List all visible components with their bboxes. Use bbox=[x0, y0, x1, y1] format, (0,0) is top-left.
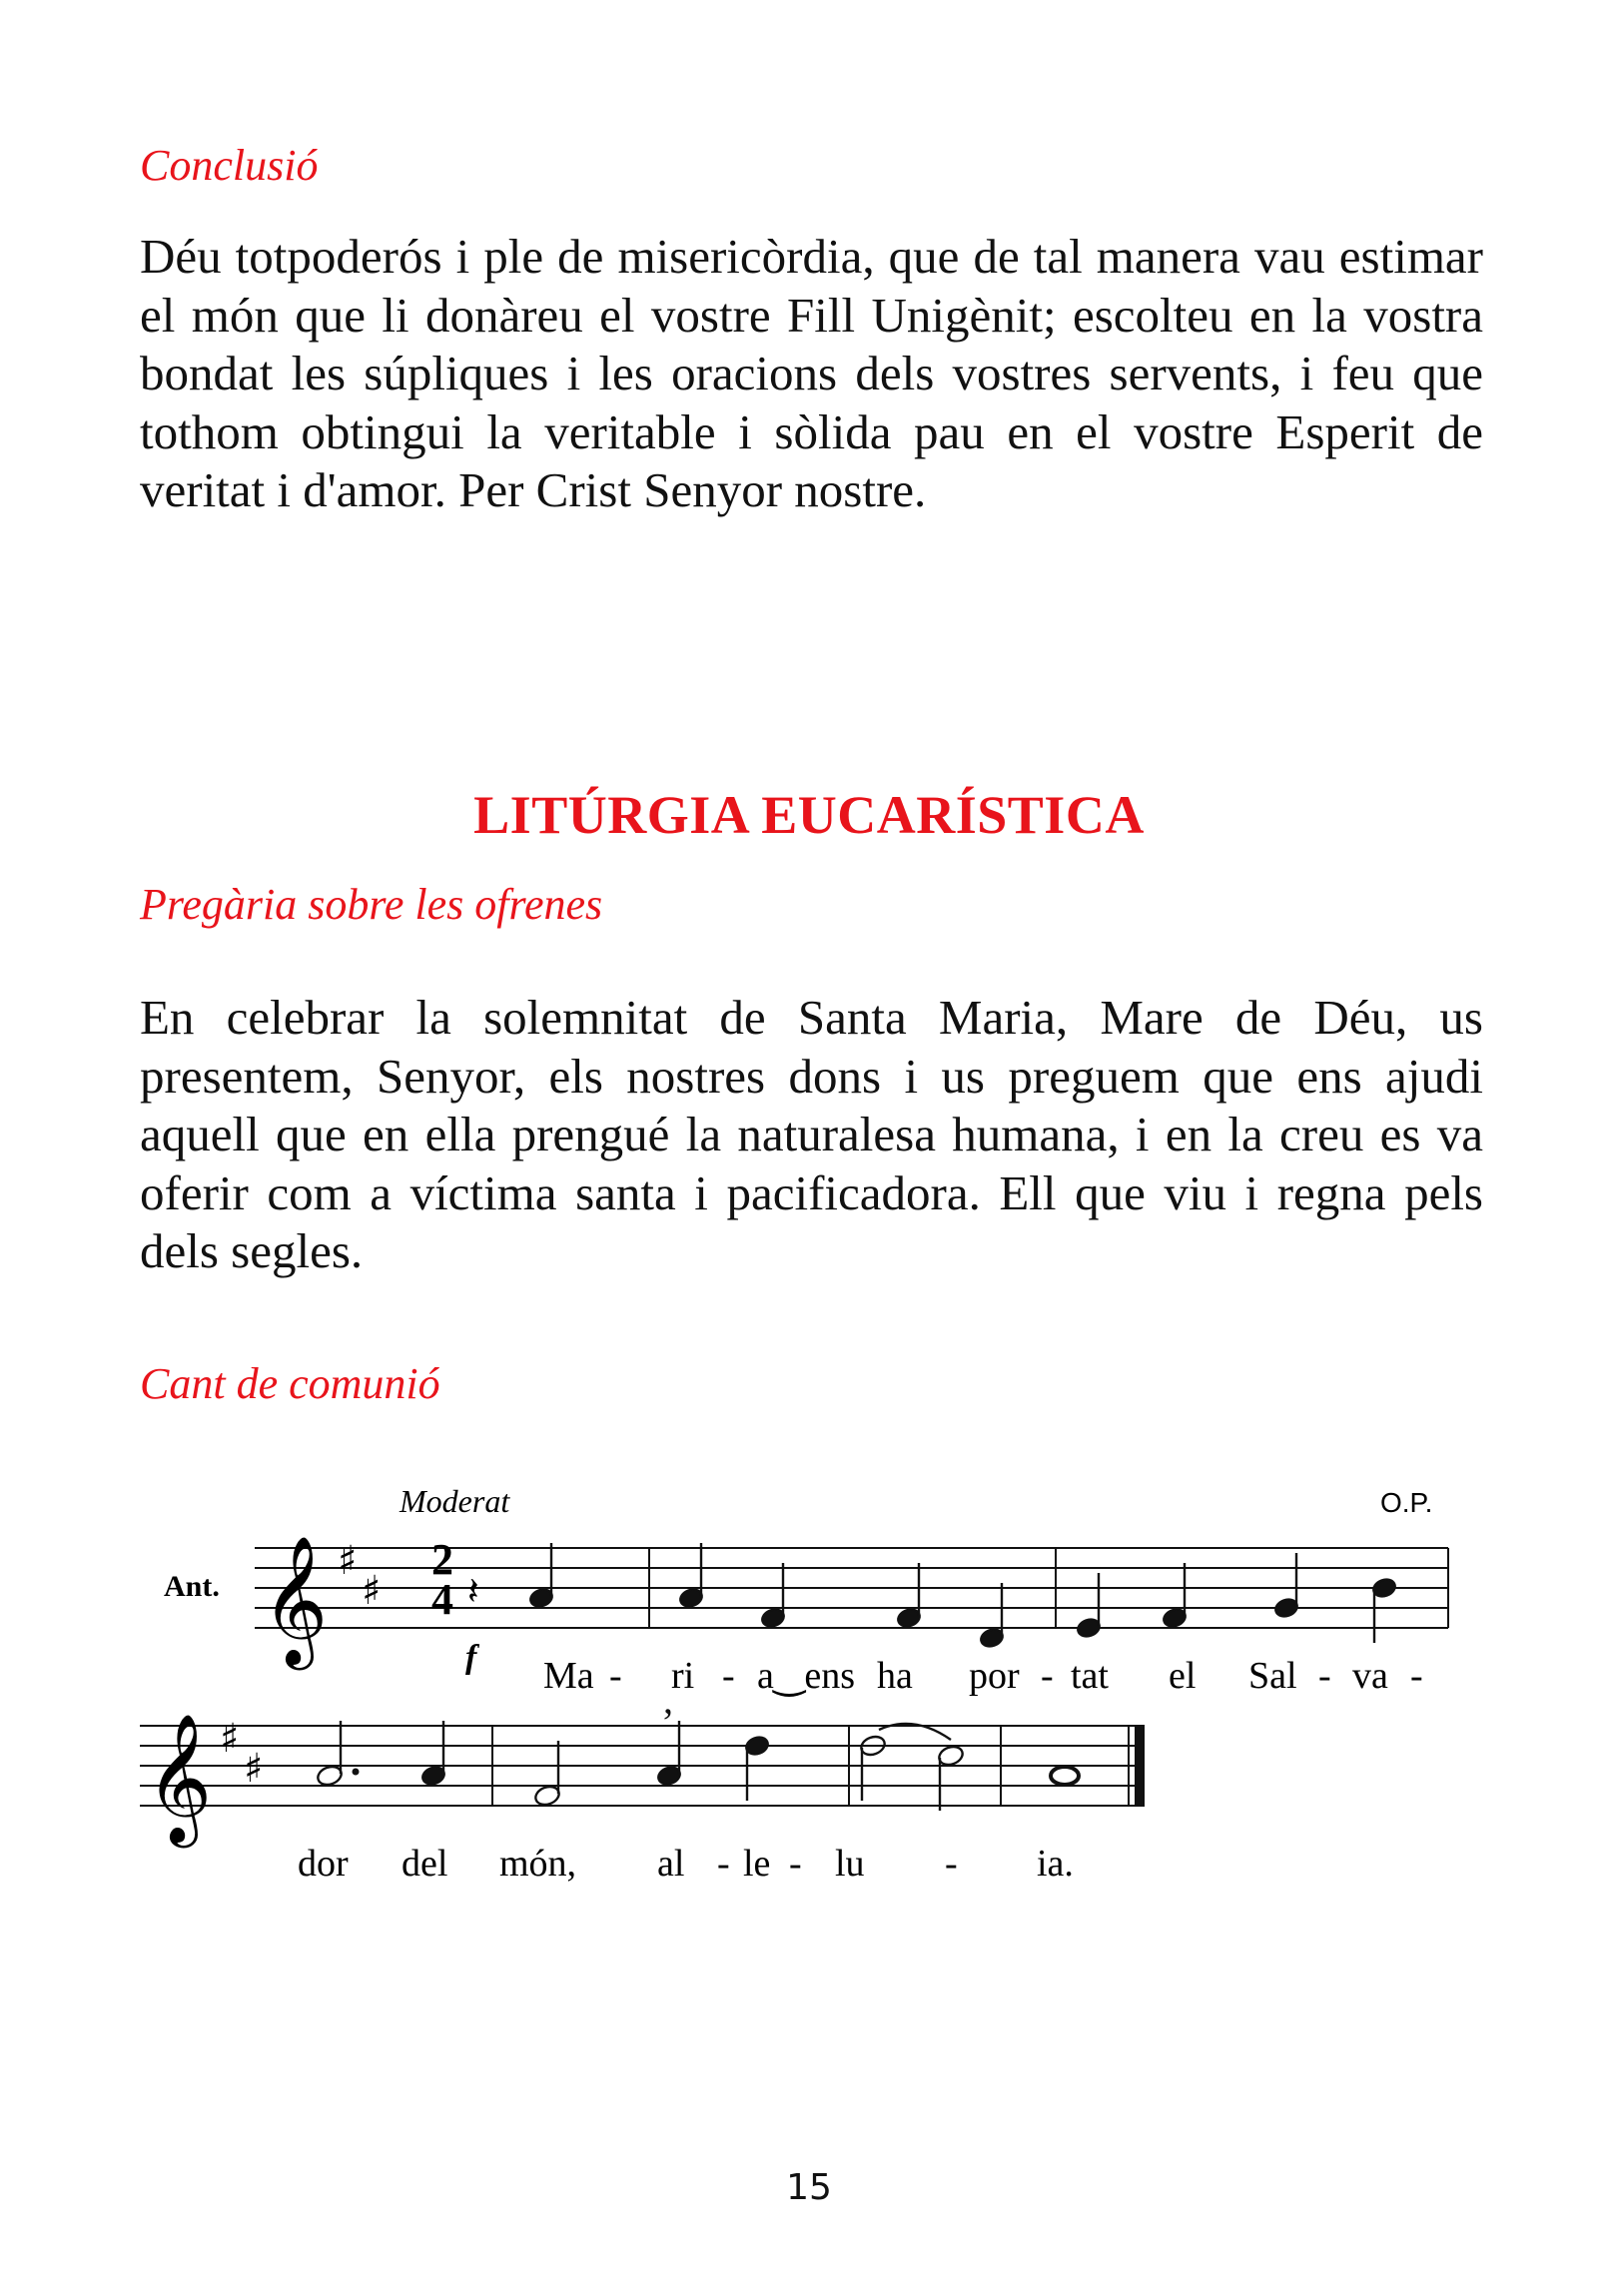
lyric-hyphen: - bbox=[722, 1655, 735, 1697]
staff-2 bbox=[140, 1726, 1145, 1806]
section-label-offerings: Pregària sobre les ofrenes bbox=[140, 880, 603, 929]
treble-clef: 𝄞 bbox=[146, 1713, 213, 1843]
svg-text:♯: ♯ bbox=[220, 1716, 240, 1762]
lyrics-line-2 bbox=[298, 1843, 1074, 1885]
lyric-syllable: lu bbox=[835, 1843, 865, 1885]
time-signature-lower: 4 bbox=[431, 1575, 453, 1624]
section-label-communion: Cant de comunió bbox=[140, 1359, 440, 1408]
svg-text:♯: ♯ bbox=[362, 1568, 382, 1614]
lyric-syllable: del bbox=[402, 1843, 448, 1885]
final-barline bbox=[1135, 1726, 1145, 1806]
dynamic-marking: f bbox=[465, 1639, 477, 1676]
lyric-syllable: el bbox=[1169, 1655, 1197, 1697]
key-signature bbox=[220, 1716, 263, 1792]
section-heading: LITÚRGIA EUCARÍSTICA bbox=[473, 785, 1145, 845]
lyric-syllable: tat bbox=[1071, 1655, 1109, 1697]
lyric-syllable: al bbox=[657, 1843, 685, 1885]
lyric-syllable: le bbox=[743, 1843, 771, 1885]
part-label: Ant. bbox=[164, 1570, 220, 1603]
lyric-hyphen: - bbox=[1410, 1655, 1423, 1697]
lyrics-line-1 bbox=[543, 1655, 1423, 1697]
lyric-syllable: va bbox=[1352, 1655, 1388, 1697]
treble-clef: 𝄞 bbox=[262, 1535, 329, 1665]
music-score bbox=[140, 1478, 1458, 1898]
staff-1-notes bbox=[528, 1543, 1397, 1649]
composer-initials: O.P. bbox=[1380, 1487, 1433, 1518]
section-label-conclusion: Conclusió bbox=[140, 141, 319, 190]
lyric-hyphen: - bbox=[789, 1843, 802, 1885]
lyric-syllable: ri bbox=[671, 1655, 695, 1697]
svg-text:’: ’ bbox=[661, 1700, 675, 1745]
lyric-hyphen: - bbox=[945, 1843, 958, 1885]
lyric-syllable: món, bbox=[499, 1843, 577, 1885]
offerings-text: En celebrar la solemnitat de Santa Maria, Mare de Déu, us presentem, Senyor, els nostres dons i us preguem que ens ajudi aquell que en ella prengué la naturalesa humana, i en la creu es va oferir com a víctima santa i pacificadora. Ell que viu i regna pels dels segles. bbox=[140, 990, 1483, 1278]
time-signature: 2 bbox=[431, 1535, 453, 1584]
tempo-marking: Moderat bbox=[400, 1483, 510, 1519]
lyric-syllable: Ma bbox=[543, 1655, 594, 1697]
lyric-hyphen: - bbox=[1041, 1655, 1054, 1697]
quarter-rest: 𝄽 bbox=[467, 1569, 479, 1613]
lyric-syllable: por bbox=[969, 1655, 1020, 1697]
conclusion-text: Déu totpoderós i ple de misericòrdia, que de tal manera vau estimar el món que li donàreu el vostre Fill Unigènit; escolteu en la vostra bondat les súpliques i les oracions dels vostres servents, i feu que tothom obtingui la veritable i sòlida pau en el vostre Esperit de veritat i d'amor. Per Crist Senyor nostre. bbox=[140, 229, 1483, 517]
key-signature bbox=[338, 1538, 381, 1614]
lyric-syllable: ha bbox=[877, 1655, 913, 1697]
lyric-hyphen: - bbox=[717, 1843, 730, 1885]
staff-2-notes bbox=[316, 1700, 1079, 1811]
lyric-hyphen: - bbox=[609, 1655, 622, 1697]
lyric-syllable: ia. bbox=[1037, 1843, 1074, 1885]
page-number: 15 bbox=[786, 2167, 832, 2208]
lyric-syllable: Sal bbox=[1248, 1655, 1297, 1697]
lyric-hyphen: - bbox=[1318, 1655, 1331, 1697]
svg-text:♯: ♯ bbox=[338, 1538, 358, 1584]
svg-text:♯: ♯ bbox=[244, 1746, 264, 1792]
lyric-syllable: dor bbox=[298, 1843, 349, 1885]
lyric-syllable: a‿ens bbox=[757, 1655, 856, 1697]
